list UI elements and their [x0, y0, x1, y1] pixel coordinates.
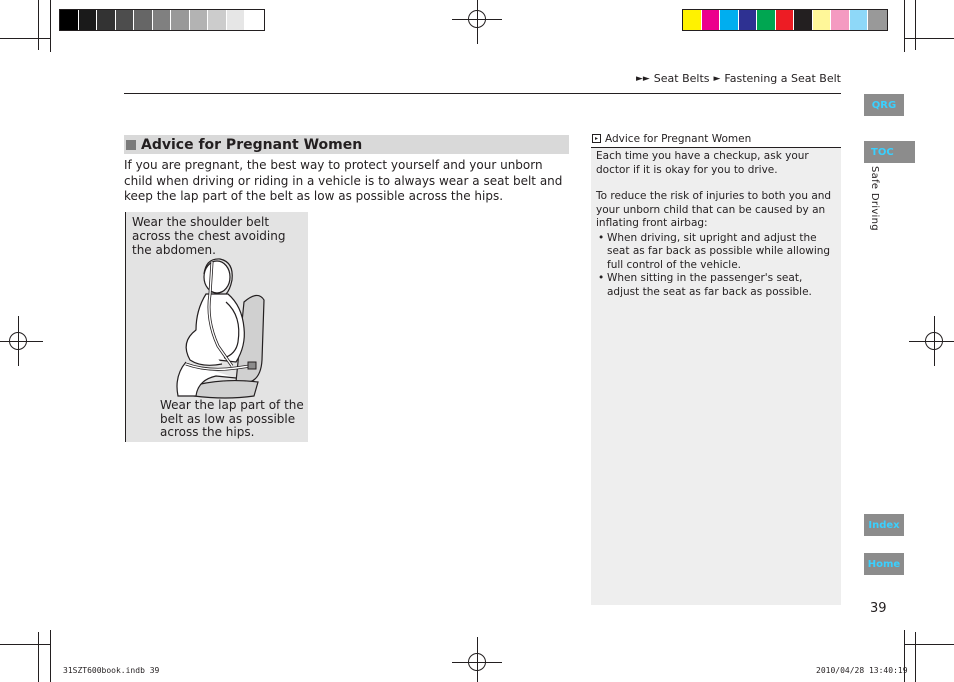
- note-bullet-passenger: • When sitting in the passenger's seat, adjust the seat as far back as possible.: [596, 272, 837, 299]
- qrg-tab[interactable]: QRG: [864, 94, 904, 116]
- color-swatch: [702, 10, 721, 30]
- grayscale-color-bar: [59, 9, 265, 31]
- crop-mark: [50, 0, 51, 52]
- pregnant-woman-seat-belt-icon: [166, 250, 276, 410]
- header-rule: [124, 93, 841, 94]
- color-swatch: [208, 10, 227, 30]
- note-bullet-driving: • When driving, sit upright and adjust the seat as far back as possible while allowing full control of the vehicle.: [596, 232, 837, 273]
- section-heading: [124, 135, 569, 154]
- crop-mark: [904, 644, 954, 645]
- breadcrumb-separator: ►: [713, 73, 721, 84]
- color-swatch: [683, 10, 702, 30]
- crop-mark: [50, 630, 51, 682]
- breadcrumb-section-link[interactable]: Seat Belts: [653, 72, 710, 85]
- note-bullet-list: [596, 232, 837, 300]
- color-swatch: [79, 10, 98, 30]
- print-slug-file: 31SZT600book.indb 39: [63, 666, 160, 675]
- note-header: [591, 130, 841, 148]
- color-swatch: [245, 10, 264, 30]
- color-swatch: [739, 10, 758, 30]
- figure-caption-shoulder-belt: Wear the shoulder belt across the chest avoiding the abdomen.: [132, 215, 286, 257]
- section-heading-text: Advice for Pregnant Women: [141, 136, 363, 153]
- crop-mark: [904, 38, 954, 39]
- breadcrumb: [636, 72, 841, 85]
- crop-mark: [0, 38, 50, 39]
- breadcrumb-page-link[interactable]: Fastening a Seat Belt: [724, 72, 841, 85]
- note-panel: [591, 130, 841, 605]
- color-swatch: [116, 10, 135, 30]
- registration-target-icon: [462, 647, 492, 677]
- crop-mark: [38, 0, 39, 50]
- color-swatch: [60, 10, 79, 30]
- print-slug-timestamp: 2010/04/28 13:40:19: [816, 666, 908, 675]
- color-swatch: [850, 10, 869, 30]
- home-tab[interactable]: Home: [864, 553, 904, 575]
- note-paragraph-airbag: To reduce the risk of injuries to both you and your unborn child that can be caused by an inflating front airbag:: [596, 190, 832, 229]
- page-number: 39: [870, 601, 887, 616]
- crop-mark: [904, 0, 905, 52]
- color-swatch: [868, 10, 887, 30]
- seat-belt-illustration: [125, 212, 308, 442]
- crop-mark: [915, 0, 916, 50]
- color-swatch: [720, 10, 739, 30]
- color-swatch: [134, 10, 153, 30]
- color-swatch: [171, 10, 190, 30]
- crop-mark: [38, 632, 39, 682]
- color-swatch: [153, 10, 172, 30]
- color-swatch: [813, 10, 832, 30]
- registration-target-icon: [3, 326, 33, 356]
- note-icon: ▸: [592, 134, 601, 143]
- chapter-label: Safe Driving: [869, 166, 880, 231]
- note-body: [591, 148, 841, 299]
- color-swatch: [794, 10, 813, 30]
- crop-mark: [915, 632, 916, 682]
- registration-target-icon: [462, 4, 492, 34]
- registration-target-icon: [919, 326, 949, 356]
- color-swatch: [831, 10, 850, 30]
- color-swatch: [776, 10, 795, 30]
- figure-caption-lap-belt: Wear the lap part of the belt as low as possible across the hips.: [160, 398, 304, 439]
- crop-mark: [0, 644, 50, 645]
- toc-tab[interactable]: TOC: [864, 141, 915, 163]
- color-swatch: [757, 10, 776, 30]
- color-swatch: [190, 10, 209, 30]
- note-paragraph-checkup: Each time you have a checkup, ask your doctor if it is okay for you to drive.: [596, 150, 809, 176]
- heading-square-icon: [126, 140, 136, 150]
- intro-paragraph: If you are pregnant, the best way to protect yourself and your unborn child when driving or riding in a vehicle is to always wear a seat belt and keep the lap part of the belt as low as possible across the hips.: [124, 158, 563, 203]
- process-color-bar: [682, 9, 888, 31]
- note-title: Advice for Pregnant Women: [605, 132, 752, 145]
- color-swatch: [227, 10, 246, 30]
- color-swatch: [97, 10, 116, 30]
- index-tab[interactable]: Index: [864, 514, 904, 536]
- breadcrumb-arrows: ►►: [635, 73, 650, 84]
